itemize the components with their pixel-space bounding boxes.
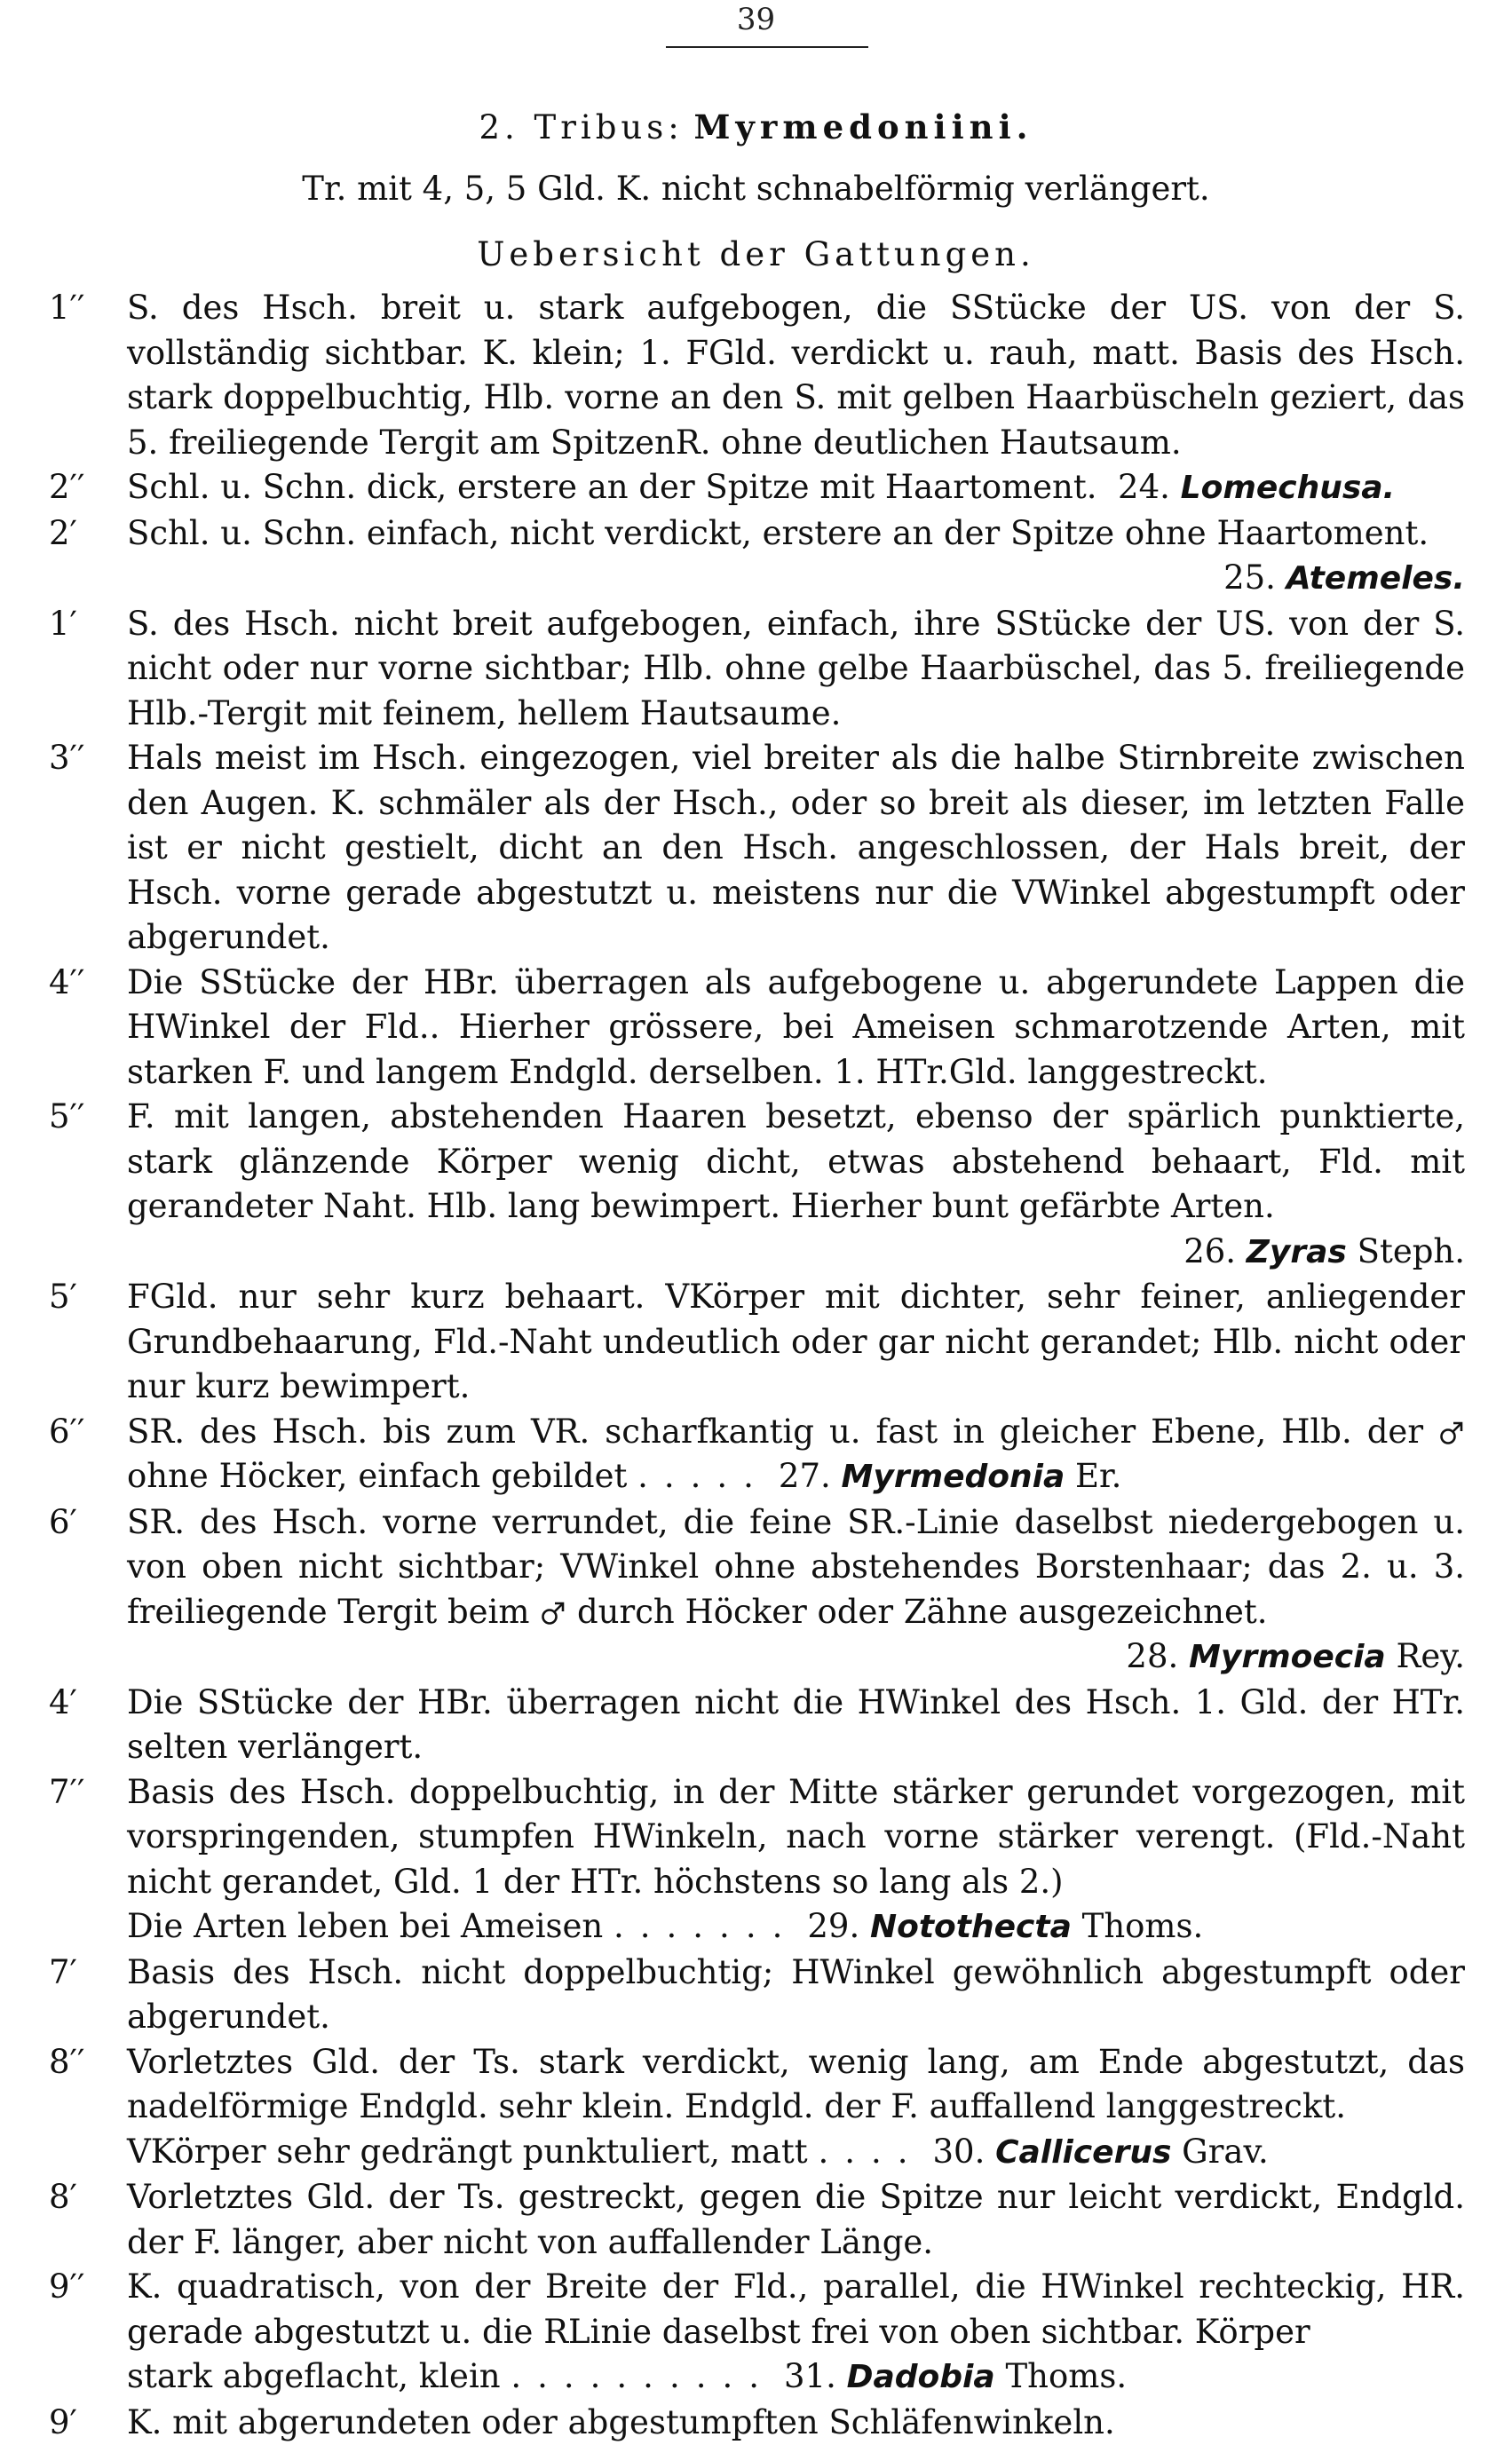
genus-author: Steph. xyxy=(1358,1232,1465,1270)
couplet-text: S. des Hsch. breit u. stark aufgebogen, die SStücke der US. von der S. vollständig sichtbar. K. klein; 1. FGld. verdickt u. rauh, matt. Basis des Hsch. stark doppelbuchtig, Hlb. vorne an den S. mit gelben Haarbüscheln geziert, das 5. freiliegende Tergit am SpitzenR. ohne deutlichen Hautsaum. xyxy=(127,286,1465,465)
key-entry xyxy=(49,2175,1465,2265)
couplet-number: 8′′ xyxy=(49,2040,127,2176)
genus-name: Myrmedonia xyxy=(842,1459,1065,1495)
couplet-text: Die SStücke der HBr. überragen nicht die HWinkel des Hsch. 1. Gld. der HTr. selten verlängert. xyxy=(127,1681,1465,1770)
genus-number: 29. xyxy=(807,1907,859,1945)
key-entry xyxy=(49,1681,1465,1770)
couplet-text-b: durch Höcker oder Zähne ausgezeichnet. xyxy=(577,1593,1268,1631)
couplet-text xyxy=(127,1500,1465,1635)
genus-name: Dadobia xyxy=(847,2359,995,2395)
key-entry xyxy=(49,736,1465,961)
key-entry xyxy=(49,2401,1465,2445)
couplet-text: Schl. u. Schn. einfach, nicht verdickt, erstere an der Spitze ohne Haartoment. xyxy=(127,511,1465,557)
couplet-number: 1′ xyxy=(49,602,127,737)
key-entry xyxy=(49,1950,1465,2040)
tribe-name: Myrmedoniini. xyxy=(693,107,1033,146)
tribe-prefix: 2. Tribus: xyxy=(479,108,683,146)
key-entry xyxy=(49,2040,1465,2176)
key-entry xyxy=(49,1410,1465,1500)
couplet-text-a: SR. des Hsch. vorne verrundet, die feine SR.-Linie daselbst niedergebogen u. von oben nicht sichtbar; VWinkel ohne abstehendes Borstenhaar; das 2. u. 3. freiliegende Tergit beim xyxy=(127,1503,1465,1631)
couplet-number: 6′ xyxy=(49,1500,127,1681)
couplet-number: 9′′ xyxy=(49,2265,127,2401)
key-entry xyxy=(49,1275,1465,1410)
page-number: 39 xyxy=(0,0,1512,39)
couplet-text: Vorletztes Gld. der Ts. gestreckt, gegen die Spitze nur leicht verdickt, Endgld. der F. länger, aber nicht von auffallender Länge. xyxy=(127,2175,1465,2265)
genus-name: Zyras xyxy=(1247,1234,1347,1270)
couplet-text: Vorletztes Gld. der Ts. stark verdickt, wenig lang, am Ende abgestutzt, das nadelförmige Endgld. sehr klein. Endgld. der F. auffallend langgestreckt. xyxy=(127,2040,1465,2130)
couplet-tail xyxy=(127,1904,1465,1950)
key-entry xyxy=(49,961,1465,1096)
genus-result xyxy=(127,556,1465,602)
couplet-number: 8′ xyxy=(49,2175,127,2265)
couplet-text: K. quadratisch, von der Breite der Fld., parallel, die HWinkel rechteckig, HR. gerade abgestutzt u. die RLinie daselbst frei von oben sichtbar. Körper xyxy=(127,2265,1465,2354)
genus-number: 25. xyxy=(1223,558,1276,597)
couplet-tail-text: stark abgeflacht, klein xyxy=(127,2357,501,2395)
couplet-text: Die SStücke der HBr. überragen als aufgebogene u. abgerundete Lappen die HWinkel der Fld.. Hierher grössere, bei Ameisen schmarotzende Arten, mit starken F. und langem Endgld. derselben. 1. HTr.Gld. langgestreckt. xyxy=(127,961,1465,1096)
couplet-text xyxy=(127,1410,1465,1500)
couplet-number: 2′ xyxy=(49,511,127,602)
male-symbol-icon xyxy=(540,1600,566,1626)
couplet-tail-text: VKörper sehr gedrängt punktuliert, matt xyxy=(127,2132,808,2171)
genus-name: Lomechusa. xyxy=(1181,470,1396,506)
couplet-number: 7′′ xyxy=(49,1770,127,1950)
key-entry xyxy=(49,2265,1465,2401)
genus-number: 28. xyxy=(1126,1637,1178,1675)
leader-dots: ....... xyxy=(614,1907,807,1945)
couplet-number: 7′ xyxy=(49,1950,127,2040)
genus-number: 31. xyxy=(784,2357,836,2395)
leader-dots: .... xyxy=(818,2132,932,2171)
genus-name: Callicerus xyxy=(995,2134,1171,2171)
genus-author: Grav. xyxy=(1182,2132,1269,2171)
tribe-description: Tr. mit 4, 5, 5 Gld. K. nicht schnabelförmig verlängert. xyxy=(0,167,1512,211)
couplet-number: 6′′ xyxy=(49,1410,127,1500)
identification-key xyxy=(49,286,1465,2445)
genus-author: Thoms. xyxy=(1005,2357,1127,2395)
couplet-text-b: ohne Höcker, einfach gebildet xyxy=(127,1457,627,1495)
couplet-tail-text: Die Arten leben bei Ameisen xyxy=(127,1907,603,1945)
couplet-number: 5′′ xyxy=(49,1095,127,1275)
couplet-tail xyxy=(127,2130,1465,2176)
genus-name: Notothecta xyxy=(870,1909,1072,1945)
couplet-number: 4′ xyxy=(49,1681,127,1770)
section-title: Uebersicht der Gattungen. xyxy=(0,233,1512,277)
genus-name: Myrmoecia xyxy=(1189,1639,1386,1675)
genus-result xyxy=(127,1634,1465,1681)
couplet-tail xyxy=(127,2354,1465,2401)
key-entry xyxy=(49,602,1465,737)
couplet-text: Hals meist im Hsch. eingezogen, viel breiter als die halbe Stirnbreite zwischen den Augen. K. schmäler als der Hsch., oder so breit als dieser, im letzten Falle ist er nicht gestielt, dicht an den Hsch. angeschlossen, der Hals breit, der Hsch. vorne gerade abgestutzt u. meistens nur die VWinkel abgestumpft oder abgerundet. xyxy=(127,736,1465,961)
couplet-text-a: SR. des Hsch. bis zum VR. scharfkantig u. fast in gleicher Ebene, Hlb. der xyxy=(127,1412,1423,1451)
couplet-text-body: Schl. u. Schn. dick, erstere an der Spitze mit Haartoment. xyxy=(127,468,1097,506)
key-entry xyxy=(49,286,1465,465)
couplet-text: Basis des Hsch. nicht doppelbuchtig; HWinkel gewöhnlich abgestumpft oder abgerundet. xyxy=(127,1950,1465,2040)
key-entry xyxy=(49,1500,1465,1681)
key-entry xyxy=(49,465,1465,511)
genus-author: Rey. xyxy=(1396,1637,1465,1675)
leader-dots: ..... xyxy=(637,1457,779,1495)
key-entry xyxy=(49,1770,1465,1950)
couplet-number: 5′ xyxy=(49,1275,127,1410)
couplet-number: 2′′ xyxy=(49,465,127,511)
genus-result xyxy=(127,1230,1465,1276)
key-entry xyxy=(49,1095,1465,1275)
genus-number: 30. xyxy=(932,2132,985,2171)
couplet-number: 3′′ xyxy=(49,736,127,961)
genus-author: Er. xyxy=(1075,1457,1121,1495)
couplet-number: 4′′ xyxy=(49,961,127,1096)
header-rule xyxy=(666,46,868,48)
couplet-text: FGld. nur sehr kurz behaart. VKörper mit dichter, sehr feiner, anliegender Grundbehaarung, Fld.-Naht undeutlich oder gar nicht gerandet; Hlb. nicht oder nur kurz bewimpert. xyxy=(127,1275,1465,1410)
genus-name: Atemeles. xyxy=(1286,560,1465,597)
couplet-number: 9′ xyxy=(49,2401,127,2445)
male-symbol-icon xyxy=(1438,1420,1465,1446)
couplet-text: S. des Hsch. nicht breit aufgebogen, einfach, ihre SStücke der US. von der S. nicht oder nur vorne sichtbar; Hlb. ohne gelbe Haarbüschel, das 5. freiliegende Hlb.-Tergit mit feinem, hellem Hautsaume. xyxy=(127,602,1465,737)
leader-dots: .......... xyxy=(511,2357,784,2395)
key-entry xyxy=(49,511,1465,602)
tribe-heading xyxy=(0,105,1512,150)
couplet-number: 1′′ xyxy=(49,286,127,465)
couplet-text xyxy=(127,465,1465,511)
couplet-text: F. mit langen, abstehenden Haaren besetzt, ebenso der spärlich punktierte, stark glänzende Körper wenig dicht, etwas abstehend behaart, Fld. mit gerandeter Naht. Hlb. lang bewimpert. Hierher bunt gefärbte Arten. xyxy=(127,1095,1465,1230)
couplet-text: Basis des Hsch. doppelbuchtig, in der Mitte stärker gerundet vorgezogen, mit vorspringenden, stumpfen HWinkeln, nach vorne stärker verengt. (Fld.-Naht nicht gerandet, Gld. 1 der HTr. höchstens so lang als 2.) xyxy=(127,1770,1465,1905)
genus-number: 24. xyxy=(1118,468,1170,506)
couplet-text: K. mit abgerundeten oder abgestumpften Schläfenwinkeln. xyxy=(127,2401,1465,2445)
genus-number: 26. xyxy=(1183,1232,1236,1270)
genus-number: 27. xyxy=(779,1457,831,1495)
genus-author: Thoms. xyxy=(1082,1907,1204,1945)
